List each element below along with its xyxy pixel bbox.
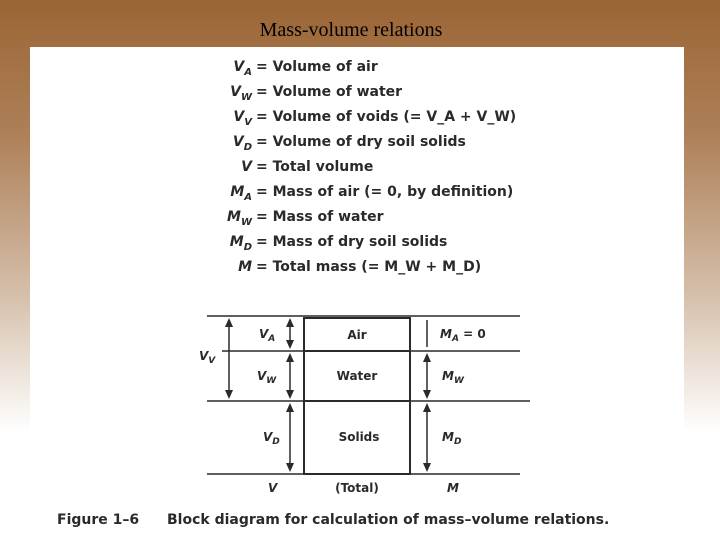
definition-description: = Volume of water <box>256 84 403 100</box>
figure-caption <box>57 512 609 528</box>
definition-symbol: $M_A$ <box>230 184 252 203</box>
definition-symbol: $M_D$ <box>229 234 252 253</box>
vd-label: $V_D$ <box>263 430 280 447</box>
definition-symbol: V <box>241 159 252 175</box>
definition-symbol: $V_D$ <box>232 134 252 153</box>
md-label: $M_D$ <box>442 430 462 447</box>
vw-label: $V_W$ <box>257 369 277 386</box>
definition-description: = Total mass (= M_W + M_D) <box>256 259 482 275</box>
definition-symbol: $V_W$ <box>230 84 252 103</box>
v-label: V <box>268 481 278 495</box>
solids-label: Solids <box>338 430 380 444</box>
definition-description: = Mass of dry soil solids <box>256 234 448 250</box>
va-label: $V_A$ <box>259 327 276 344</box>
definition-symbol: M <box>238 259 252 275</box>
definition-description: = Mass of water <box>256 209 384 225</box>
mw-label: $M_W$ <box>442 369 464 386</box>
definition-description: = Volume of dry soil solids <box>256 134 466 150</box>
definition-symbol: $V_A$ <box>233 59 252 78</box>
definition-symbol: $M_W$ <box>227 209 252 228</box>
total-label: (Total) <box>335 481 379 495</box>
air-label: Air <box>347 328 367 342</box>
ma-label: $M_A = 0$ <box>440 327 486 344</box>
m-label: M <box>447 481 459 495</box>
definition-symbol: $V_V$ <box>233 109 252 128</box>
slide-title: Mass-volume relations <box>259 19 443 41</box>
definition-description: = Mass of air (= 0, by definition) <box>256 184 514 200</box>
water-label: Water <box>336 369 378 383</box>
definition-description: = Volume of air <box>256 59 378 75</box>
vv-label: $V_V$ <box>199 349 216 366</box>
definition-description: = Total volume <box>256 159 374 175</box>
figure-number: Figure 1–6 <box>57 512 140 528</box>
caption-text: Block diagram for calculation of mass–volume relations. <box>167 512 610 528</box>
definition-description: = Volume of voids (= V_A + V_W) <box>256 109 517 125</box>
